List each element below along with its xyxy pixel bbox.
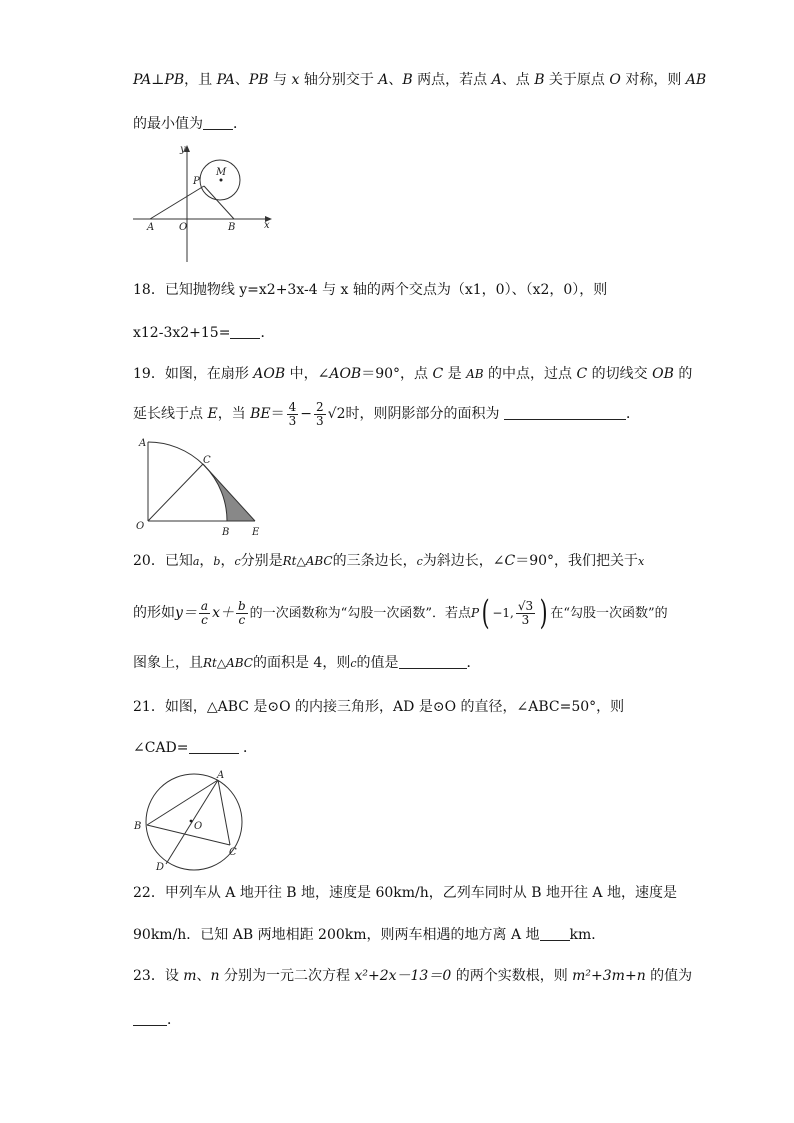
y-axis-label: y (180, 144, 186, 155)
fraction: $\frac{4}{3}$ (288, 399, 297, 428)
answer-blank (504, 405, 626, 420)
x-axis-label: x (264, 220, 270, 231)
label-A: A (217, 770, 225, 781)
q20-line3: 图象上，且Rt△ABC的面积是 4，则c的值是 ． (133, 655, 481, 671)
q20-line2: 的形如y＝ $\frac{a}{c}$ x＋ $\frac{b}{c}$ 的一次函数称为“勾股一次函数”．若点P( −1, $\frac{√3}{3}$ ) 在“勾股一次函数”的 (133, 593, 668, 633)
right-paren: ) (539, 593, 548, 633)
label-B: B (222, 527, 230, 538)
label-O: O (136, 521, 145, 532)
label-D: D (156, 862, 165, 873)
label-O: O (194, 821, 203, 832)
q21-figure (130, 768, 255, 873)
q22-line2: 90km/h．已知 AB 两地相距 200km，则两车相遇的地方离 A 地 km． (133, 927, 606, 943)
label-A: A (147, 222, 155, 233)
q20-line1: 20．已知a，b，c分别是Rt△ABC的三条边长，c为斜边长，∠C＝90°，我们把关于x (133, 553, 645, 569)
answer-blank (203, 115, 233, 130)
answer-blank (230, 324, 260, 339)
q17-line1: PA⊥PB，且 PA、PB 与 x 轴分别交于 A、B 两点，若点 A、点 B 关于原点 O 对称，则 AB (133, 72, 707, 88)
answer-blank (189, 739, 239, 754)
q22-line1: 22．甲列车从 A 地开往 B 地，速度是 60km/h，乙列车同时从 B 地开往 A 地，速度是 (133, 885, 677, 901)
label-P: P (193, 176, 200, 187)
label-A: A (139, 438, 147, 449)
fraction: $\frac{b}{c}$ (237, 598, 246, 627)
q21-line1: 21．如图，△ABC 是⊙O 的内接三角形，AD 是⊙O 的直径，∠ABC=50°，则 (133, 699, 625, 715)
q19-figure (133, 436, 268, 541)
left-paren: ( (481, 593, 490, 633)
q18-line2: x12-3x2+15= ． (133, 325, 275, 341)
answer-blank (133, 1011, 167, 1026)
q23-line2: ． (133, 1010, 181, 1030)
arc-ab: AB (466, 367, 484, 381)
fraction: $\frac{√3}{3}$ (517, 598, 534, 627)
q18-line1: 18．已知抛物线 y=x2+3x-4 与 x 轴的两个交点为（x1，0）、（x2，0），则 (133, 282, 608, 298)
answer-blank (540, 926, 570, 941)
label-C: C (229, 847, 237, 858)
fraction: $\frac{2}{3}$ (316, 399, 324, 428)
q19-line1: 19．如图，在扇形 AOB 中，∠AOB＝90°，点 C 是 AB 的中点，过点 C 的切线交 OB 的 (133, 366, 693, 382)
label-O: O (179, 222, 188, 233)
label-C: C (203, 455, 211, 466)
answer-blank (399, 654, 467, 669)
label-M: M (216, 167, 227, 178)
q23-line1: 23．设 m、n 分别为一元二次方程 x²+2x－13＝0 的两个实数根，则 m²+3m+n 的值为 (133, 968, 693, 984)
label-B: B (134, 821, 142, 832)
q17-figure (130, 140, 280, 265)
label-B: B (228, 222, 236, 233)
q21-line2: ∠CAD= ． (133, 740, 257, 756)
label-E: E (252, 527, 260, 538)
q19-line2: 延长线于点 E，当 BE＝ $\frac{4}{3}$ − $\frac{2}{3}$ √2时，则阴影部分的面积为 ． (133, 399, 640, 428)
q17-line2: 的最小值为 ． (133, 116, 247, 132)
fraction: $\frac{a}{c}$ (200, 598, 209, 627)
